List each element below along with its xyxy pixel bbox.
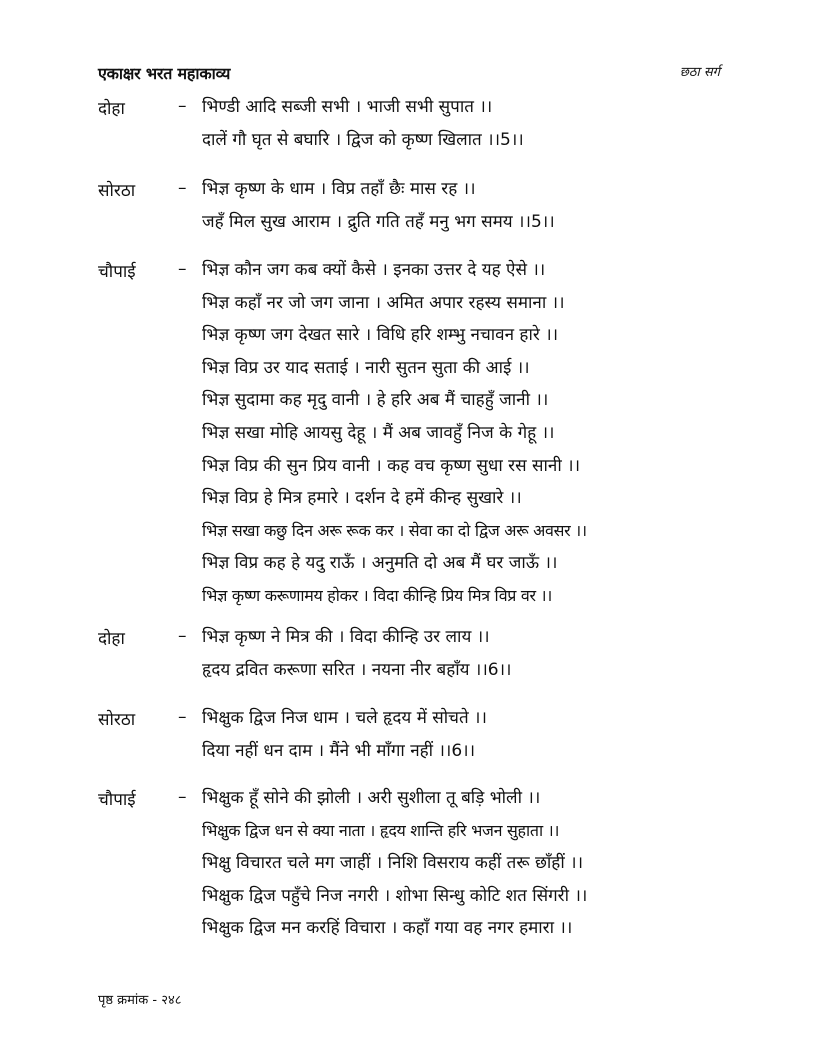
stanza-type-label: दोहा [98,99,125,119]
stanza-lines [202,178,722,243]
verse-line: भिज्ञ कृष्ण जग देखत सारे । विधि हरि शम्भु नचावन हारे ।। [202,325,559,346]
stanza-lines [202,787,722,950]
stanza-dash: – [178,707,187,727]
verse-line: भिज्ञ विप्र हे मित्र हमारे । दर्शन दे हमें कीन्ह सुखारे ।। [202,488,522,509]
verse-line: भिज्ञ सुदामा कह मृदु वानी । हे हरि अब मैं चाहहुँ जानी ।। [202,390,549,411]
verse-line: भिज्ञ विप्र कह हे यदु राऊँ । अनुमति दो अब मैं घर जाऊँ ।। [202,553,558,574]
stanza-dash: – [178,787,187,807]
stanza-lines [202,96,722,161]
stanza-lines [202,259,722,618]
verse-line: भिण्डी आदि सब्जी सभी । भाजी सभी सुपात ।। [202,97,493,117]
verse-line: भिक्षुक द्विज निज धाम । चले हृदय में सोचते ।। [202,708,487,728]
verse-line: दिया नहीं धन दाम । मैंने भी माँगा नहीं ।।6।। [202,740,476,761]
page-header [98,62,720,90]
book-title: एकाक्षर भरत महाकाव्य [98,64,231,83]
stanza-dash: – [178,626,187,646]
verse-line: भिज्ञ कहाँ नर जो जग जाना । अमित अपार रहस्य समाना ।। [202,292,565,313]
verse-line: भिज्ञ कृष्ण के धाम । विप्र तहाँ छैः मास रह ।। [202,179,476,199]
stanza-dash: – [178,178,187,198]
stanza-type-label: दोहा [98,629,125,649]
verse-line: भिज्ञ सखा कछु दिन अरू रूक कर । सेवा का दो द्विज अरू अवसर ।। [202,520,587,540]
verse-line: हृदय द्रवित करूणा सरित । नयना नीर बहाँय ।।6।। [202,659,512,680]
stanza-type-label: सोरठा [98,710,136,730]
chapter-label: छठा सर्ग [679,65,720,80]
verse-line: भिक्षुक हूँ सोने की झोली । अरी सुशीला तू बड़ि भोली ।। [202,788,541,808]
verse-line: दालें गौ घृत से बघारि । द्विज को कृष्ण खिलात ।।5।। [202,129,524,150]
verse-line: भिक्षुक द्विज धन से क्या नाता । हृदय शान्ति हरि भजन सुहाता ।। [202,820,560,840]
stanza-dash: – [178,259,187,279]
verse-line: भिक्षु विचारत चले मग जाहीं । निशि विसराय कहीं तरू छाँहीं ।। [202,853,584,874]
stanza-lines [202,707,722,772]
stanza-type-label: चौपाई [98,262,136,282]
stanza-type-label: सोरठा [98,181,136,201]
verse-line: भिज्ञ कौन जग कब क्यों कैसे । इनका उत्तर दे यह ऐसे ।। [202,260,546,280]
verse-line: भिज्ञ विप्र की सुन प्रिय वानी । कह वच कृष्ण सुधा रस सानी ।। [202,455,581,476]
stanza-lines [202,626,722,691]
verse-line: भिज्ञ सखा मोहि आयसु देहू । मैं अब जावहुँ निज के गेहू ।। [202,422,555,443]
stanza-type-label: चौपाई [98,790,136,810]
page-number: पृष्ठ क्रमांक - २४८ [98,993,182,1008]
verse-line: भिज्ञ विप्र उर याद सताई । नारी सुतन सुता की आई ।। [202,357,530,378]
stanza-dash: – [178,96,187,116]
verse-line: भिक्षुक द्विज मन करहिं विचारा । कहाँ गया वह नगर हमारा ।। [202,918,573,939]
verse-line: भिज्ञ कृष्ण करूणामय होकर । विदा कीन्हि प्रिय मित्र विप्र वर ।। [202,585,553,605]
verse-line: भिक्षुक द्विज पहुँचे निज नगरी । शोभा सिन्धु कोटि शत सिंगरी ।। [202,885,588,906]
verse-line: भिज्ञ कृष्ण ने मित्र की । विदा कीन्हि उर लाय ।। [202,627,490,647]
verse-line: जहँ मिल सुख आराम । द्रुति गति तहँ मनु भग समय ।।5।। [202,211,555,232]
